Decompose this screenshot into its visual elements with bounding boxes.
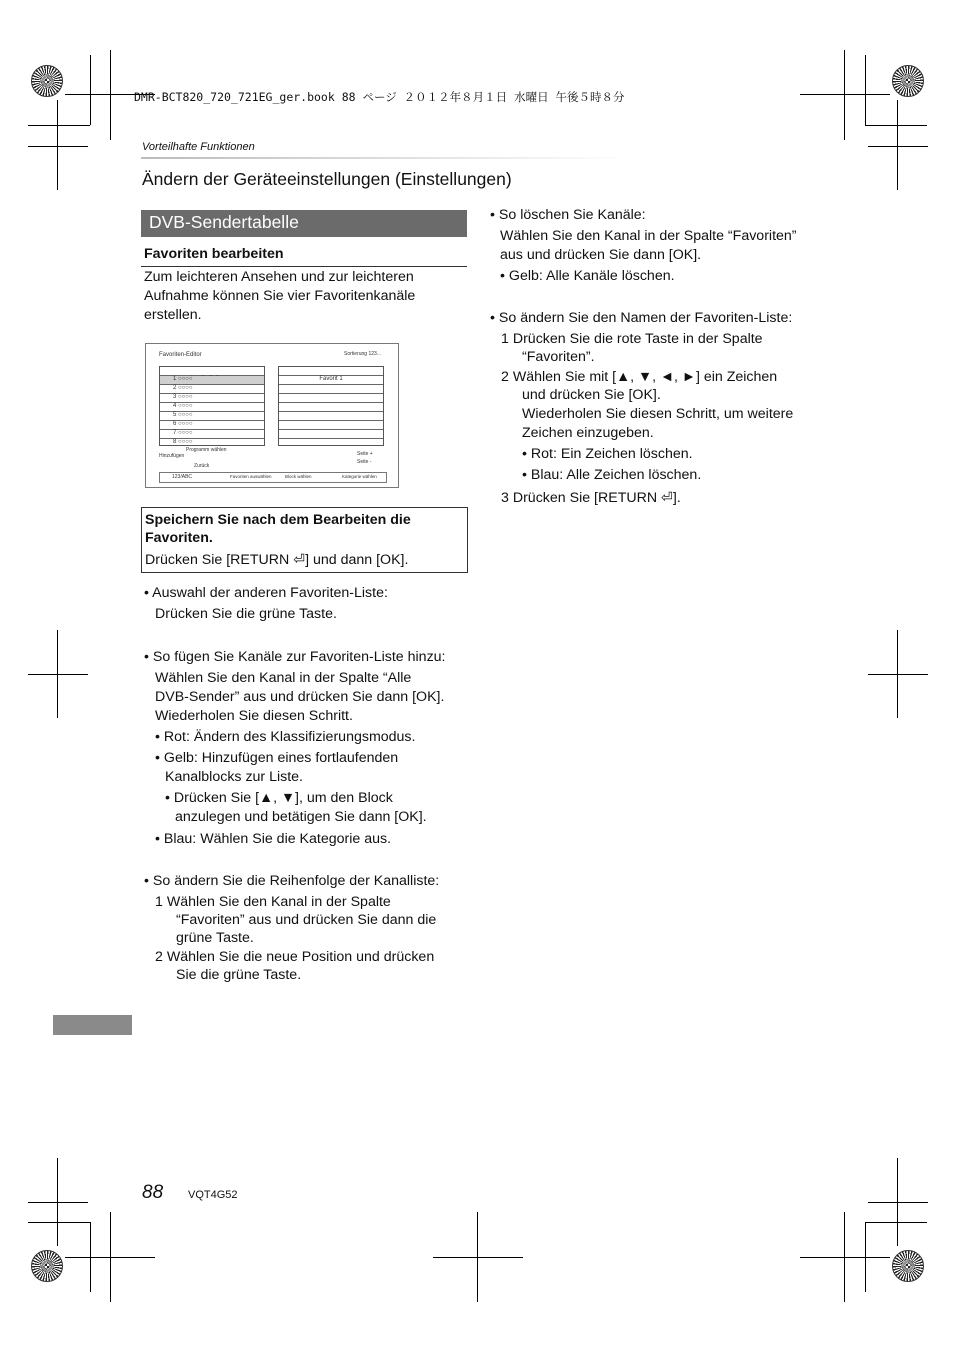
side-tab bbox=[53, 1015, 132, 1035]
list-item: Wiederholen Sie diesen Schritt, um weitere bbox=[522, 406, 794, 422]
list-item: • So ändern Sie den Namen der Favoriten-Liste: bbox=[490, 310, 793, 326]
channel-row: 8 ○○○○ bbox=[173, 439, 193, 445]
list-item: • Rot: Ein Zeichen löschen. bbox=[522, 446, 693, 462]
favorites-editor-screenshot bbox=[145, 343, 399, 488]
list-item: 2 Wählen Sie mit [▲, ▼, ◄, ►] ein Zeichen bbox=[501, 369, 778, 385]
list-item: aus und drücken Sie dann [OK]. bbox=[500, 247, 702, 263]
print-header: DMR-BCT820_720_721EG_ger.book 88 ページ ２０１２年８月１日 水曜日 午後５時８分 bbox=[134, 90, 625, 104]
blue-button-label: Kategorie wählen bbox=[342, 474, 377, 479]
section-title: DVB-Sendertabelle bbox=[149, 212, 299, 232]
channel-row: 1 ○○○○ bbox=[160, 376, 264, 385]
channel-row: 4 ○○○○ bbox=[160, 403, 264, 412]
note-heading: Favoriten. bbox=[145, 530, 213, 546]
list-item: Sie die grüne Taste. bbox=[176, 967, 302, 983]
list-item: • Drücken Sie [▲, ▼], um den Block bbox=[165, 790, 393, 806]
screen-sort: Sortierung 123... bbox=[344, 351, 381, 357]
all-channels-panel bbox=[159, 366, 265, 446]
subheading-rule bbox=[141, 266, 467, 267]
list-item: • Blau: Alle Zeichen löschen. bbox=[522, 467, 702, 483]
panel-header bbox=[160, 367, 264, 376]
page-title: Ändern der Geräteeinstellungen (Einstellungen) bbox=[142, 169, 512, 189]
registration-mark-icon bbox=[892, 1250, 924, 1282]
note-heading: Speichern Sie nach dem Bearbeiten die bbox=[145, 512, 411, 528]
page-up-label: Seite + bbox=[357, 451, 373, 457]
registration-mark-icon bbox=[31, 65, 63, 97]
channel-row: 3 ○○○○ bbox=[160, 394, 264, 403]
list-item: • So löschen Sie Kanäle: bbox=[490, 207, 646, 223]
channel-row: 6 ○○○○ bbox=[160, 421, 264, 430]
list-item: Kanalblocks zur Liste. bbox=[165, 769, 304, 785]
list-item: “Favoriten” aus und drücken Sie dann die bbox=[176, 912, 437, 928]
channel-row: 5 ○○○○ bbox=[160, 412, 264, 421]
list-item: 1 Wählen Sie den Kanal in der Spalte bbox=[155, 894, 391, 910]
page-down-label: Seite - bbox=[357, 459, 372, 465]
yellow-button-label: Block wählen bbox=[285, 474, 312, 479]
list-item: 3 Drücken Sie [RETURN ⏎]. bbox=[501, 490, 681, 506]
list-item: und drücken Sie [OK]. bbox=[522, 387, 661, 403]
document-code: VQT4G52 bbox=[188, 1189, 238, 1201]
registration-mark-icon bbox=[31, 1250, 63, 1282]
section-header bbox=[141, 210, 467, 237]
screen-title: Favoriten-Editor bbox=[159, 352, 202, 358]
green-button-label: Favoriten auswählen bbox=[230, 474, 272, 479]
list-item: Wiederholen Sie diesen Schritt. bbox=[155, 708, 353, 724]
list-item: • So ändern Sie die Reihenfolge der Kanalliste: bbox=[144, 873, 440, 889]
red-button-label: 123/ABC bbox=[172, 474, 193, 480]
channel-row: 2 ○○○○ bbox=[160, 385, 264, 394]
back-label: Zurück bbox=[194, 463, 210, 469]
list-item: • Gelb: Hinzufügen eines fortlaufenden bbox=[155, 750, 399, 766]
list-item: anzulegen und betätigen Sie dann [OK]. bbox=[175, 809, 427, 825]
button-bar bbox=[159, 472, 387, 483]
list-item: • Gelb: Alle Kanäle löschen. bbox=[500, 268, 675, 284]
list-item: Wählen Sie den Kanal in der Spalte “Alle bbox=[155, 670, 412, 686]
add-label: Hinzufügen bbox=[159, 453, 185, 459]
list-item: • Rot: Ändern des Klassifizierungsmodus. bbox=[155, 729, 416, 745]
list-item: DVB-Sender” aus und drücken Sie dann [OK]. bbox=[155, 689, 445, 705]
list-item: 1 Drücken Sie die rote Taste in der Spalte bbox=[501, 331, 763, 347]
list-item: • Auswahl der anderen Favoriten-Liste: bbox=[144, 585, 388, 601]
select-program-label: Programm wählen bbox=[186, 447, 227, 453]
favorites-panel bbox=[278, 366, 384, 446]
list-item: “Favoriten”. bbox=[522, 349, 595, 365]
running-head-rule bbox=[141, 157, 631, 159]
intro-line: Zum leichteren Ansehen und zur leichteren bbox=[144, 269, 414, 285]
list-item: Drücken Sie die grüne Taste. bbox=[155, 606, 337, 622]
list-item: • Blau: Wählen Sie die Kategorie aus. bbox=[155, 831, 392, 847]
running-head: Vorteilhafte Funktionen bbox=[142, 141, 255, 153]
note-text: Drücken Sie [RETURN ⏎] und dann [OK]. bbox=[145, 552, 409, 568]
panel-header: Favorit 1 bbox=[279, 367, 383, 376]
list-item: Zeichen einzugeben. bbox=[522, 425, 654, 441]
list-item: 2 Wählen Sie die neue Position und drücken bbox=[155, 949, 435, 965]
page-number: 88 bbox=[142, 1182, 164, 1203]
subheading: Favoriten bearbeiten bbox=[144, 246, 284, 262]
list-item: • So fügen Sie Kanäle zur Favoriten-Liste hinzu: bbox=[144, 649, 446, 665]
registration-mark-icon bbox=[892, 65, 924, 97]
list-item: grüne Taste. bbox=[176, 930, 254, 946]
channel-row: 7 ○○○○ bbox=[160, 430, 264, 439]
intro-line: Aufnahme können Sie vier Favoritenkanäle bbox=[144, 288, 416, 304]
intro-line: erstellen. bbox=[144, 307, 202, 323]
note-box bbox=[141, 507, 468, 573]
list-item: Wählen Sie den Kanal in der Spalte “Favoriten” bbox=[500, 228, 797, 244]
